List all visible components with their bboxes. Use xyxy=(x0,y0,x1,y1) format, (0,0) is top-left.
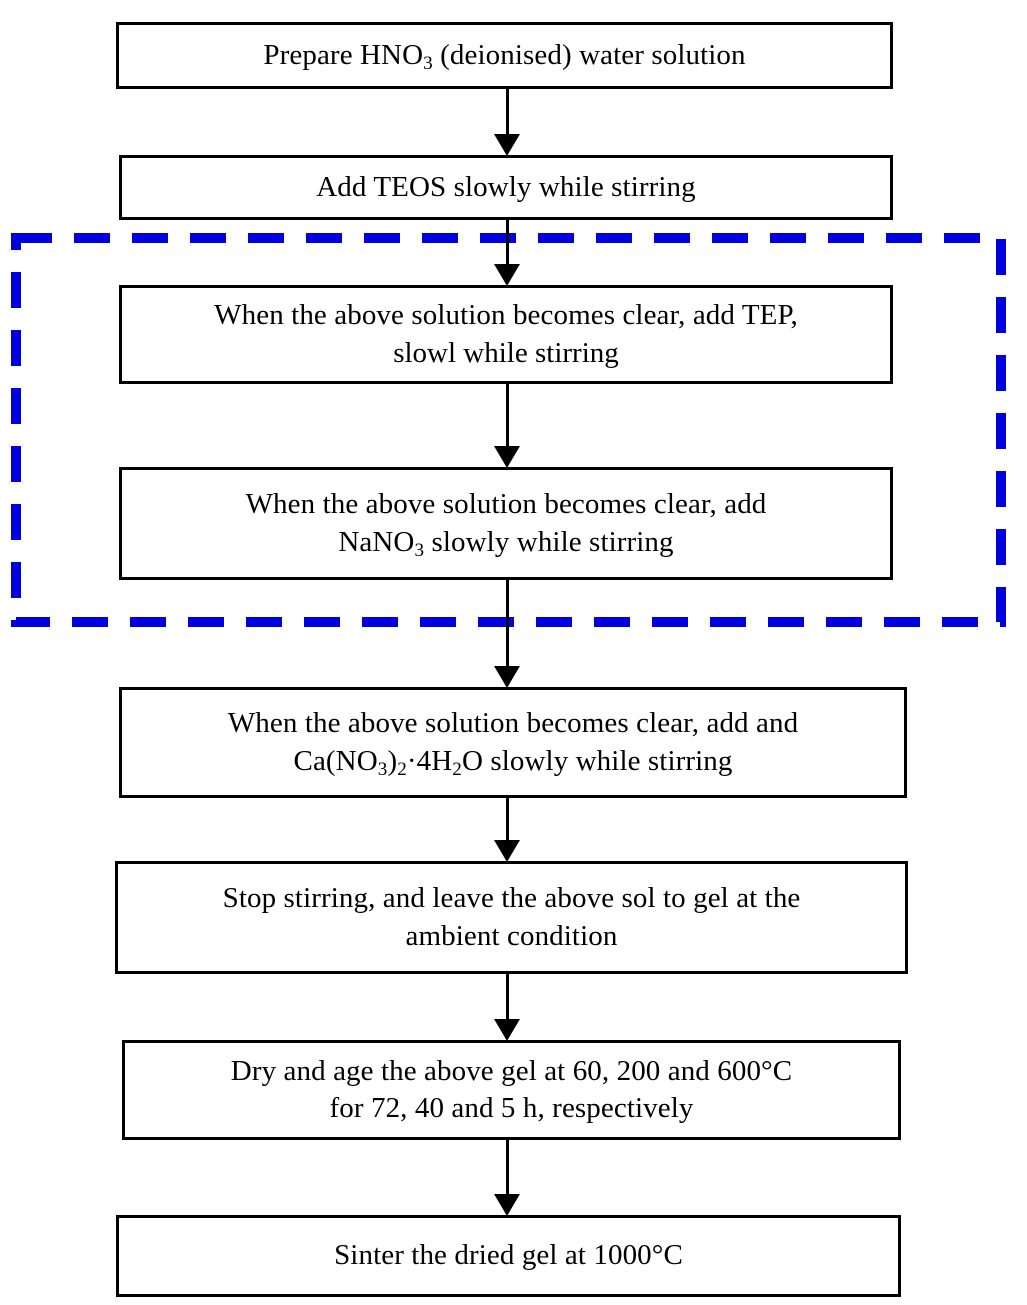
add-calcium-nitrate-label: When the above solution becomes clear, add and $Ca(NO_3)_2\cdot 4H_2O$ slowly while stirring xyxy=(227,707,799,780)
add-tep-box xyxy=(119,285,893,384)
add-teos-box xyxy=(119,155,893,220)
add-sodium-nitrate-label: When the above solution becomes clear, add NaNO$_3$ slowly while stirring xyxy=(245,488,767,561)
add-tep-label: When the above solution becomes clear, add TEP, slowl while stirring xyxy=(214,299,798,369)
arrow-step4-to-step5 xyxy=(494,580,520,688)
add-sodium-nitrate-box xyxy=(119,467,893,580)
add-calcium-nitrate-box xyxy=(119,687,907,798)
arrow-step1-to-step2 xyxy=(494,89,520,156)
prepare-acid-solution-box xyxy=(116,22,893,89)
gelation-label: Stop stirring, and leave the above sol to gel at the ambient condition xyxy=(222,882,801,952)
arrow-step7-to-step8 xyxy=(494,1140,520,1216)
arrow-step3-to-step4 xyxy=(494,384,520,468)
dry-and-age-box xyxy=(122,1040,901,1140)
arrow-step6-to-step7 xyxy=(494,974,520,1041)
gelation-box xyxy=(115,861,908,974)
arrow-step2-to-step3 xyxy=(494,220,520,286)
sinter-label: Sinter the dried gel at 1000°C xyxy=(334,1239,683,1272)
prepare-acid-solution-label: Prepare $HNO_3$ (deionised) water solution xyxy=(263,38,746,75)
add-teos-label: Add TEOS slowly while stirring xyxy=(316,170,696,203)
arrow-step5-to-step6 xyxy=(494,798,520,862)
dry-and-age-label: Dry and age the above gel at 60, 200 and 600°C for 72, 40 and 5 h, respectively xyxy=(230,1054,793,1124)
sinter-box xyxy=(116,1215,901,1297)
